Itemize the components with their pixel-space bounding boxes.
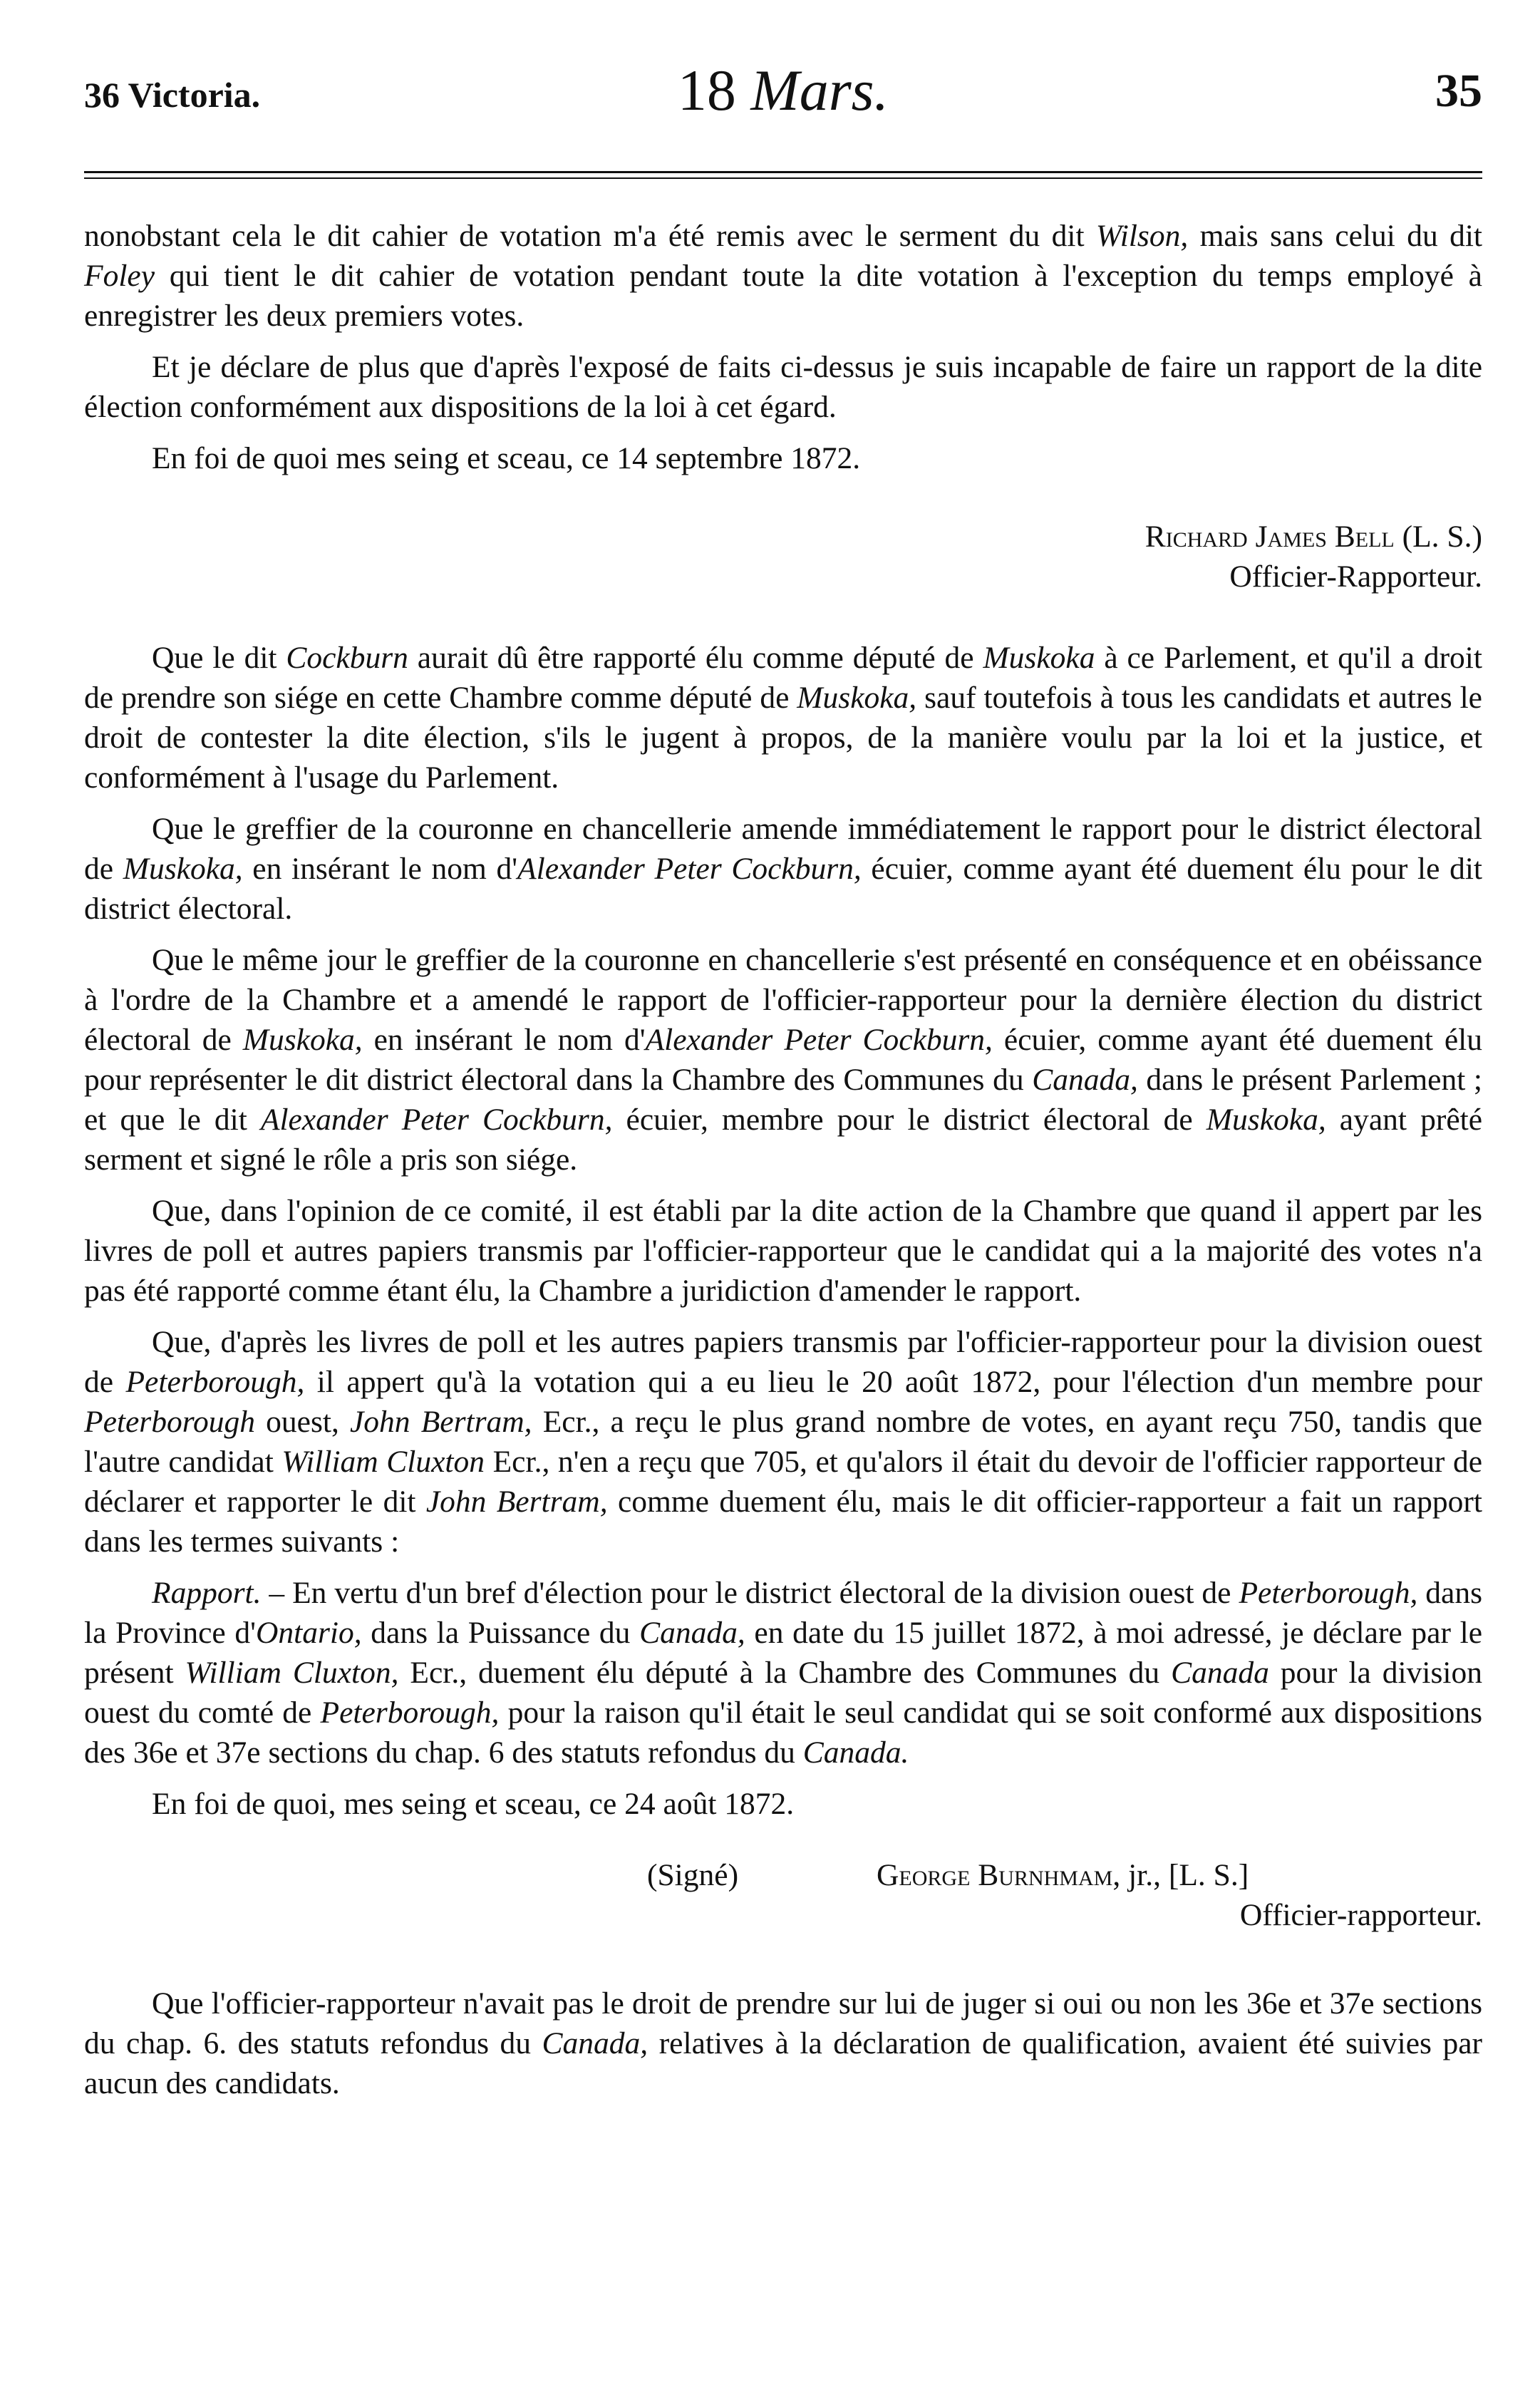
page-header [84, 57, 1482, 143]
date-day: 18 [677, 58, 736, 123]
paragraph-clerk-amended: Que le même jour le greffier de la couronne en chancellerie s'est présenté en conséquence et en obéissance à l'ordre de la Chambre et a amendé le rapport de l'officier-rapporteur pour la dernière élection du district électoral de Muskoka, en insérant le nom d'Alexander Peter Cockburn, écuier, comme ayant été duement élu pour représenter le dit district électoral dans la Chambre des Communes du Canada, dans le présent Parlement ; et que le dit Alexander Peter Cockburn, écuier, membre pour le district électoral de Muskoka, ayant prêté serment et signé le rôle a pris son siége. [84, 943, 1483, 1177]
signatory-title: Officier-rapporteur. [1239, 1898, 1482, 1932]
paragraph-amend-report: Que le greffier de la couronne en chancellerie amende immédiatement le rapport pour le district électoral de Muskoka, en insérant le nom d'Alexander Peter Cockburn, écuier, comme ayant été duement élu pour le dit district électoral. [84, 812, 1483, 926]
page-date [84, 57, 1482, 124]
paragraph-declaration: Et je déclare de plus que d'après l'exposé de faits ci-dessus je suis incapable de faire un rapport de la dite élection conformément aux dispositions de la loi à cet égard. [84, 350, 1482, 424]
paragraph-continuation: nonobstant cela le dit cahier de votation m'a été remis avec le serment du dit Wilson, mais sans celui du dit Foley qui tient le dit cahier de votation pendant toute la dite votation à l'exception du temps employé à enregistrer les deux premiers votes. [84, 219, 1483, 333]
signatory-title: Officier-Rapporteur. [1229, 559, 1482, 594]
document-page [84, 57, 1482, 2115]
paragraph-seal-date: En foi de quoi mes seing et sceau, ce 14 septembre 1872. [152, 441, 861, 475]
paragraph-committee-opinion: Que, dans l'opinion de ce comité, il est établi par la dite action de la Chambre que quand il appert par les livres de poll et autres papiers transmis par l'officier-rapporteur que le candidat qui a la majorité des votes n'a pas été rapporté comme étant élu, la Chambre a juridiction d'amender le rapport. [84, 1194, 1482, 1308]
paragraph-peterborough: Que, d'après les livres de poll et les autres papiers transmis par l'officier-rapporteur pour la division ouest de Peterborough, il appert qu'à la votation qui a eu lieu le 20 août 1872, pour l'élection d'un membre pour Peterborough ouest, John Bertram, Ecr., a reçu le plus grand nombre de votes, en ayant reçu 750, tandis que l'autre candidat William Cluxton Ecr., n'en a reçu que 705, et qu'alors il était du devoir de l'officier rapporteur de déclarer et rapporter le dit John Bertram, comme duement élu, mais le dit officier-rapporteur a fait un rapport dans les termes suivants : [84, 1325, 1483, 1559]
signatory-name: Richard James Bell [1144, 520, 1395, 554]
paragraph-seal-date-2: En foi de quoi, mes seing et sceau, ce 24 août 1872. [152, 1787, 795, 1821]
page-number: 35 [1435, 65, 1482, 117]
paragraph-qualification: Que l'officier-rapporteur n'avait pas le droit de prendre sur lui de juger si oui ou non les 36e et 37e sections du chap. 6. des statuts refondus du Canada, relatives à la déclaration de qualification, avaient été suivies par aucun des candidats. [84, 1986, 1482, 2100]
signature-block-bell: Richard James Bell (L. S.) Officier-Rapporteur. [84, 517, 1482, 597]
signatory-name: George Burnhmam, jr., [L. S.] [877, 1858, 1249, 1892]
paragraph-cockburn-elected: Que le dit Cockburn aurait dû être rapporté élu comme député de Muskoka à ce Parlement, et qu'il a droit de prendre son siége en cette Chambre comme député de Muskoka, sauf toutefois à tous les candidats et autres le droit de contester la dite élection, s'ils le jugent à propos, de la manière voulu par la loi et la justice, et conformément à l'usage du Parlement. [84, 641, 1482, 795]
signature-block-burnhmam [84, 1855, 1482, 1942]
signed-marker: (Signé) [647, 1858, 739, 1892]
body-text [84, 216, 1482, 2103]
regnal-year: 36 Victoria. [84, 75, 261, 115]
header-rule [84, 171, 1482, 179]
date-month: Mars. [750, 58, 889, 123]
paragraph-rapport-quote: Rapport. – En vertu d'un bref d'élection pour le district électoral de la division ouest de Peterborough, dans la Province d'Ontario, dans la Puissance du Canada, en date du 15 juillet 1872, à moi adressé, je déclare par le présent William Cluxton, Ecr., duement élu député à la Chambre des Communes du Canada pour la division ouest du comté de Peterborough, pour la raison qu'il était le seul candidat qui se soit conformé aux dispositions des 36e et 37e sections du chap. 6 des statuts refondus du Canada. [84, 1576, 1483, 1770]
